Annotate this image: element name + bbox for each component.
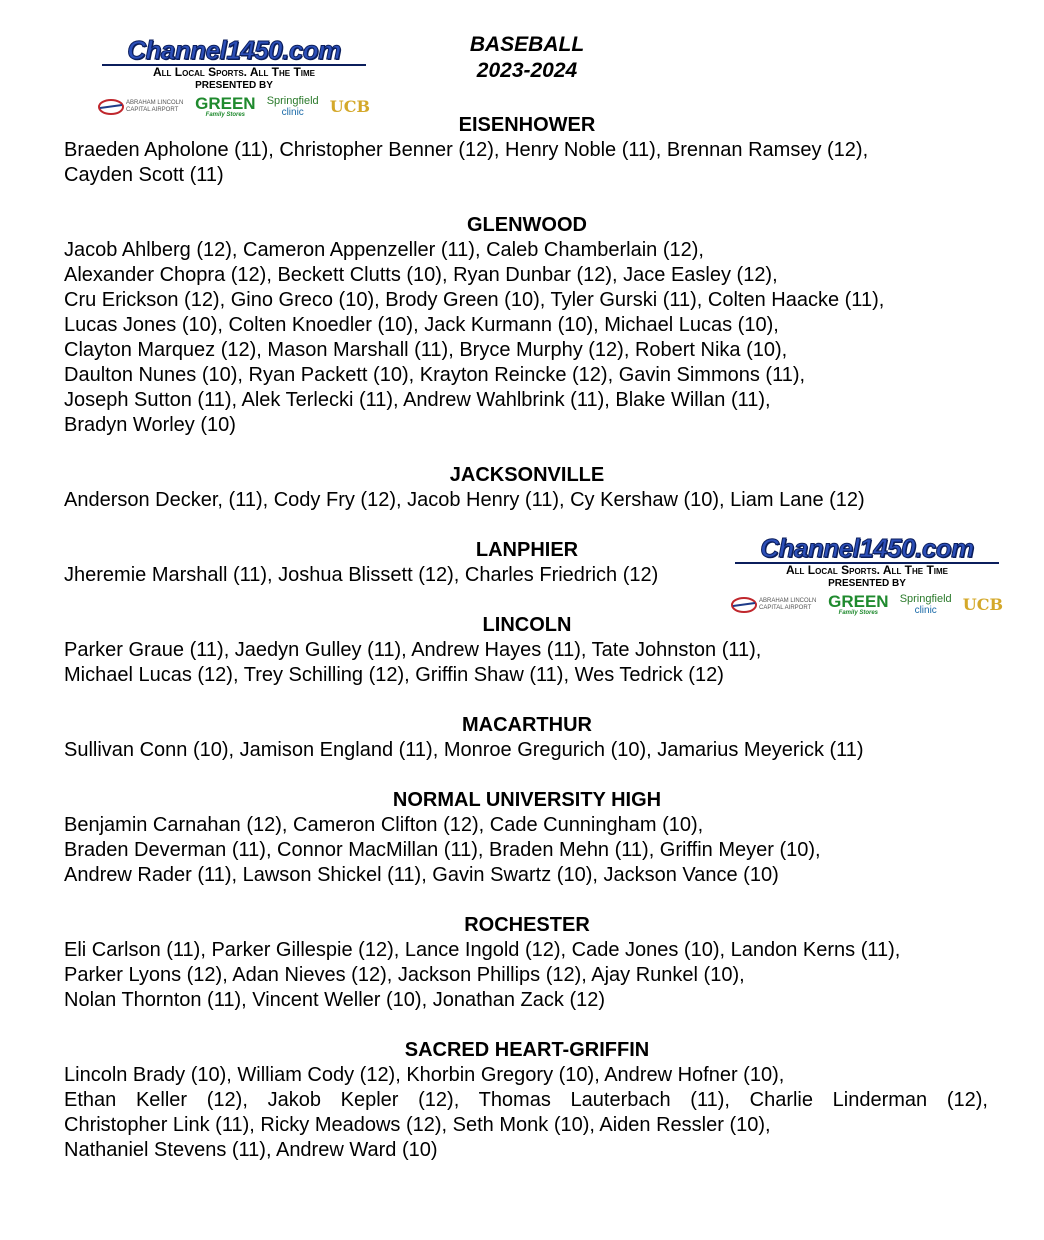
section-lincoln [64, 613, 1004, 688]
player-list [64, 563, 1004, 588]
airport-logo: ABRAHAM LINCOLN CAPITAL AIRPORT [731, 596, 817, 614]
player-line: Jheremie Marshall (11), Joshua Blissett (12), Charles Friedrich (12) [64, 564, 659, 586]
ucb-logo: UCB [329, 97, 370, 116]
green-family-stores-logo: GREEN Family Stores [195, 94, 256, 118]
player-list [64, 1063, 1004, 1163]
player-list [64, 738, 1004, 763]
player-line: Michael Lucas (12), Trey Schilling (12), Griffin Shaw (11), Wes Tedrick (12) [64, 664, 724, 686]
section-glenwood [64, 213, 1004, 438]
green-family-stores-logo: GREEN Family Stores [828, 592, 889, 616]
section-sacred-heart-griffin [64, 1038, 1004, 1163]
logo-tagline: All Local Sports. All The Time [735, 562, 999, 577]
player-line: Jacob Ahlberg (12), Cameron Appenzeller (11), Caleb Chamberlain (12), [64, 239, 704, 261]
school-name: SACRED HEART-GRIFFIN [404, 1039, 650, 1061]
player-line: Lincoln Brady (10), William Cody (12), Khorbin Gregory (10), Andrew Hofner (10), [64, 1064, 785, 1086]
section-normal-university-high [64, 788, 1004, 888]
logo-tagline: All Local Sports. All The Time [102, 64, 366, 79]
player-line: Anderson Decker, (11), Cody Fry (12), Jacob Henry (11), Cy Kershaw (10), Liam Lane (12) [64, 489, 865, 511]
page-title [400, 32, 654, 84]
player-line: Christopher Link (11), Ricky Meadows (12), Seth Monk (10), Aiden Ressler (10), [64, 1114, 771, 1136]
title-sport: BASEBALL [469, 33, 585, 56]
player-line: Eli Carlson (11), Parker Gillespie (12), Lance Ingold (12), Cade Jones (10), Landon Kerns (11), [64, 939, 901, 961]
airport-logo: ABRAHAM LINCOLN CAPITAL AIRPORT [98, 98, 184, 116]
school-name: ROCHESTER [464, 914, 590, 936]
player-line: Lucas Jones (10), Colten Knoedler (10), Jack Kurmann (10), Michael Lucas (10), [64, 314, 779, 336]
section-jacksonville [64, 463, 1004, 513]
logo-brand: Channel1450.com [760, 533, 974, 563]
logo-presented-by: PRESENTED BY [828, 578, 906, 589]
section-lanphier [64, 538, 1004, 588]
player-line: Parker Graue (11), Jaedyn Gulley (11), Andrew Hayes (11), Tate Johnston (11), [64, 639, 762, 661]
section-macarthur [64, 713, 1004, 763]
player-line: Andrew Rader (11), Lawson Shickel (11), Gavin Swartz (10), Jackson Vance (10) [64, 864, 779, 886]
logo-brand: Channel1450.com [127, 35, 341, 65]
player-line: Parker Lyons (12), Adan Nieves (12), Jackson Phillips (12), Ajay Runkel (10), [64, 964, 745, 986]
channel1450-logo [94, 36, 374, 118]
player-line: Nathaniel Stevens (11), Andrew Ward (10) [64, 1139, 438, 1161]
title-season: 2023-2024 [476, 59, 578, 82]
player-line: Nolan Thornton (11), Vincent Weller (10), Jonathan Zack (12) [64, 989, 606, 1011]
player-line: Benjamin Carnahan (12), Cameron Clifton (12), Cade Cunningham (10), [64, 814, 704, 836]
school-name: NORMAL UNIVERSITY HIGH [392, 789, 662, 811]
player-line: Sullivan Conn (10), Jamison England (11), Monroe Gregurich (10), Jamarius Meyerick (11) [64, 739, 864, 761]
section-eisenhower [64, 113, 1004, 188]
school-name: GLENWOOD [467, 214, 587, 236]
player-line: Cayden Scott (11) [64, 164, 224, 186]
springfield-clinic-logo: Springfield clinic [266, 94, 319, 118]
player-line: Ethan Keller (12), Jakob Kepler (12), Thomas Lauterbach (11), Charlie Linderman (12), [64, 1089, 988, 1111]
player-list [64, 938, 1004, 1013]
player-line: Cru Erickson (12), Gino Greco (10), Brody Green (10), Tyler Gurski (11), Colten Haacke (11), [64, 289, 885, 311]
school-name: MACARTHUR [462, 714, 592, 736]
player-list [64, 238, 1004, 438]
player-line: Joseph Sutton (11), Alek Terlecki (11), Andrew Wahlbrink (11), Blake Willan (11), [64, 389, 771, 411]
player-list [64, 638, 1004, 688]
player-line: Alexander Chopra (12), Beckett Clutts (10), Ryan Dunbar (12), Jace Easley (12), [64, 264, 778, 286]
player-list [64, 138, 1004, 188]
airport-icon [731, 596, 757, 614]
player-line: Braeden Apholone (11), Christopher Benner (12), Henry Noble (11), Brennan Ramsey (12), [64, 139, 869, 161]
section-rochester [64, 913, 1004, 1013]
ucb-logo: UCB [962, 595, 1003, 614]
player-line: Clayton Marquez (12), Mason Marshall (11), Bryce Murphy (12), Robert Nika (10), [64, 339, 788, 361]
school-name: EISENHOWER [458, 114, 596, 136]
logo-presented-by: PRESENTED BY [195, 80, 273, 91]
player-line: Bradyn Worley (10) [64, 414, 236, 436]
springfield-clinic-logo: Springfield clinic [899, 592, 952, 616]
player-line: Daulton Nunes (10), Ryan Packett (10), Krayton Reincke (12), Gavin Simmons (11), [64, 364, 806, 386]
player-list [64, 813, 1004, 888]
school-name: LANPHIER [475, 539, 579, 561]
school-name: JACKSONVILLE [449, 464, 605, 486]
player-line: Braden Deverman (11), Connor MacMillan (11), Braden Mehn (11), Griffin Meyer (10), [64, 839, 821, 861]
player-list [64, 488, 1004, 513]
school-name: LINCOLN [482, 614, 572, 636]
